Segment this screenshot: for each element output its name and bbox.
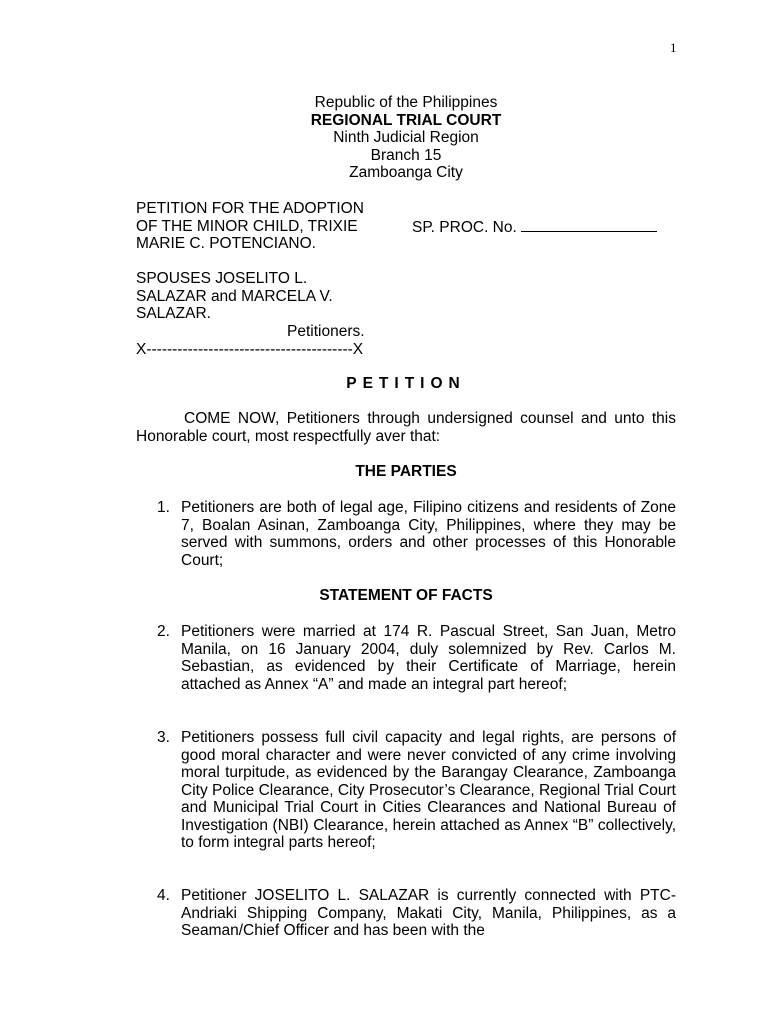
intro-paragraph: COME NOW, Petitioners through undersigned counsel and unto this Honorable court, most respectfully aver that: bbox=[136, 410, 676, 445]
heading-the-parties: THE PARTIES bbox=[355, 463, 457, 480]
caption-republic: Republic of the Philippines bbox=[314, 94, 498, 111]
paragraph-text: Petitioners were married at 174 R. Pascual Street, San Juan, Metro Manila, on 16 January 2004, duly solemnized by Rev. Carlos M. Sebastian, as evidenced by their Certificate of Marriage, herein attached as Annex “A” and made an integral part hereof; bbox=[181, 623, 676, 693]
case-title-line: MARIE C. POTENCIANO. bbox=[136, 235, 316, 252]
paragraph-text: Petitioner JOSELITO L. SALAZAR is currently connected with PTC-Andriaki Shipping Company, Makati City, Manila, Philippines, as a Seaman/Chief Officer and has been with the bbox=[181, 887, 676, 939]
page-number: 1 bbox=[670, 40, 677, 55]
numbered-paragraph bbox=[157, 729, 676, 852]
court-caption bbox=[0, 94, 768, 182]
heading-statement-of-facts: STATEMENT OF FACTS bbox=[319, 587, 493, 604]
sp-proc-blank-line bbox=[521, 218, 657, 232]
petitioners-line: SALAZAR. bbox=[136, 305, 211, 322]
caption-court: REGIONAL TRIAL COURT bbox=[310, 111, 502, 129]
case-title bbox=[136, 200, 364, 253]
case-title-line: OF THE MINOR CHILD, TRIXIE bbox=[136, 217, 358, 235]
numbered-paragraph bbox=[157, 887, 676, 940]
petitioners-line: SALAZAR and MARCELA V. bbox=[136, 287, 333, 305]
petition-title: PETITION bbox=[346, 375, 466, 392]
caption-region: Ninth Judicial Region bbox=[333, 129, 479, 146]
caption-separator: X----------------------------------------X bbox=[136, 341, 364, 358]
sp-proc-number bbox=[412, 218, 657, 237]
caption-city: Zamboanga City bbox=[349, 164, 463, 181]
numbered-paragraph bbox=[157, 499, 676, 569]
paragraph-text: Petitioners possess full civil capacity and legal rights, are persons of good moral character and were never convicted of any crime involving moral turpitude, as evidenced by the Barangay Clearance, Zamboanga City Police Clearance, City Prosecutor’s Clearance, Regional Trial Court and Municipal Trial Court in Cities Clearances and National Bureau of Investigation (NBI) Clearance, herein attached as Annex “B” collectively, to form integral parts hereof; bbox=[181, 729, 676, 851]
caption-branch: Branch 15 bbox=[370, 146, 442, 164]
paragraph-number: 3. bbox=[157, 729, 170, 746]
paragraph-number: 2. bbox=[157, 623, 170, 640]
paragraph-text: Petitioners are both of legal age, Filipino citizens and residents of Zone 7, Boalan Asinan, Zamboanga City, Philippines, where they may be served with summons, orders and other processes of this Honorable Court; bbox=[181, 499, 676, 569]
sp-proc-label: SP. PROC. No. bbox=[412, 219, 517, 236]
numbered-paragraph bbox=[157, 623, 676, 693]
petitioners-names bbox=[136, 270, 333, 323]
paragraph-number: 4. bbox=[157, 887, 170, 904]
case-title-line: PETITION FOR THE ADOPTION bbox=[136, 200, 364, 217]
petitioners-line: SPOUSES JOSELITO L. bbox=[136, 270, 308, 287]
petitioners-label: Petitioners. bbox=[287, 323, 365, 340]
paragraph-number: 1. bbox=[157, 499, 170, 516]
